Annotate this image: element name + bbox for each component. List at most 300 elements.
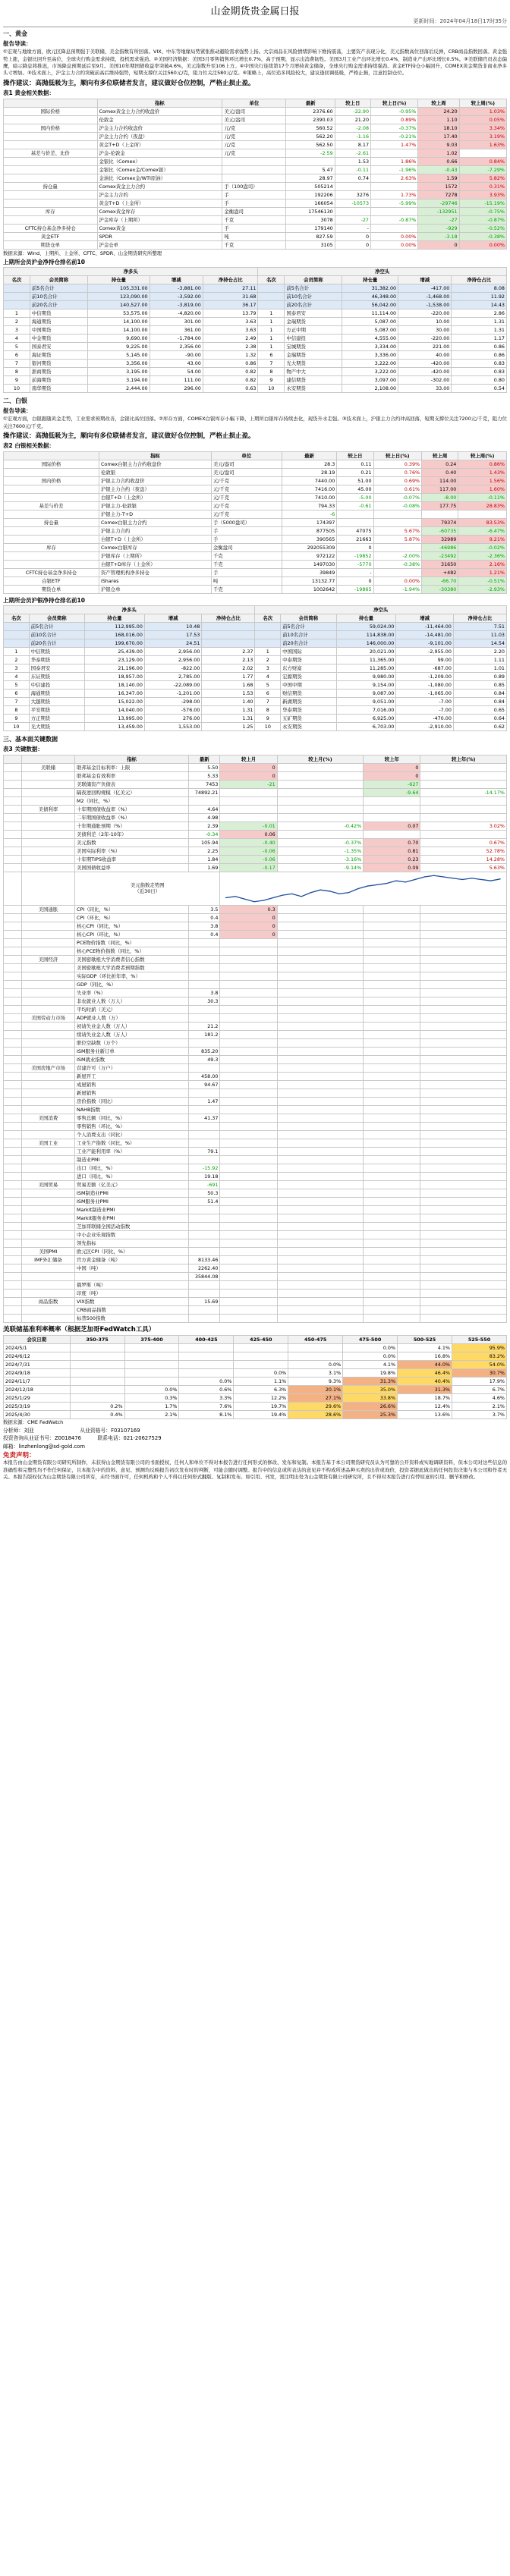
- cell: [364, 1180, 420, 1189]
- cell: Markit服务业PMI: [75, 1214, 189, 1222]
- col-header: 持仓量: [87, 275, 150, 284]
- cell: 0.31%: [459, 182, 506, 190]
- table-row: [4, 1080, 507, 1089]
- cell: 9: [4, 375, 30, 384]
- cell: 沪银主力合约（夜盘）: [99, 485, 211, 493]
- cell: 沪金主力合约收盘价: [97, 124, 222, 132]
- cell: 2.02: [202, 664, 255, 673]
- cell: [277, 1147, 363, 1155]
- table-row: [4, 1013, 507, 1022]
- cell: 972122: [282, 551, 337, 560]
- col-header: 会议日期: [4, 1336, 71, 1344]
- cell: 元/克: [222, 140, 286, 149]
- cell: 手: [222, 224, 286, 232]
- cell: 32989: [422, 535, 458, 543]
- row-group: 基差与价差: [4, 501, 99, 510]
- cell: 手: [222, 199, 286, 207]
- row-group: [22, 1022, 75, 1030]
- cell: [4, 1047, 22, 1055]
- probability-cell: 7.6%: [179, 1403, 234, 1411]
- cell: -0.02%: [458, 543, 507, 551]
- silver-table-title: 表2 白银相关数据：: [3, 442, 55, 450]
- cell: [420, 1063, 507, 1072]
- cell: 0.86: [452, 342, 507, 350]
- cell: 手: [222, 190, 286, 199]
- cell: [4, 1155, 22, 1164]
- cell: 112,995.00: [85, 623, 145, 631]
- data-point: [490, 880, 492, 881]
- phone-label: 联系电话：: [97, 1435, 124, 1442]
- row-group: [22, 813, 75, 821]
- cell: 301.00: [150, 317, 203, 325]
- cell: [364, 1005, 420, 1013]
- cell: 千克: [222, 240, 286, 249]
- cell: 0.54: [452, 384, 507, 392]
- cell: 1.43%: [458, 468, 507, 476]
- cell: 核心CPI（同比，%）: [75, 922, 189, 930]
- cell: [364, 1189, 420, 1197]
- cell: -14.17%: [420, 788, 507, 796]
- row-group: [22, 947, 75, 955]
- cell: 9,690.00: [87, 334, 150, 342]
- cell: 0.83: [452, 367, 507, 375]
- row-group: 美国房地产市场: [22, 1063, 75, 1072]
- cell: 41.37: [189, 1114, 220, 1122]
- cell: [277, 1214, 363, 1222]
- cell: -30380: [422, 585, 458, 593]
- cell: [220, 1105, 277, 1114]
- cell: 51.00: [337, 476, 373, 485]
- cell: [4, 1264, 22, 1272]
- data-point: [235, 896, 237, 897]
- cell: [4, 796, 22, 805]
- cell: 浙商期货: [30, 367, 87, 375]
- cell: 5.50: [189, 763, 220, 771]
- cell: 94.67: [189, 1080, 220, 1089]
- col-header: 较上年(%): [420, 755, 507, 763]
- cell: [4, 1197, 22, 1205]
- cell: [371, 207, 418, 215]
- data-point: [424, 876, 426, 877]
- cell: [220, 1289, 277, 1297]
- probability-cell: 3.3%: [179, 1394, 234, 1403]
- cell: 零售总额（同比，%）: [75, 1114, 189, 1122]
- cell: [277, 913, 363, 922]
- row-group: 美国通胀: [22, 905, 75, 913]
- cell: [189, 972, 220, 980]
- cell: [364, 1122, 420, 1130]
- cell: 9.21%: [458, 535, 507, 543]
- cell: 39849: [282, 568, 337, 576]
- cell: [277, 980, 363, 988]
- cell: [220, 1089, 277, 1097]
- cell: 105,331.00: [87, 284, 150, 292]
- cell: 1.17: [452, 334, 507, 342]
- cell: 36.17: [203, 300, 258, 309]
- cell: [277, 1072, 363, 1080]
- table-row: [4, 240, 507, 249]
- data-point: [443, 876, 445, 877]
- cell: 中金期货: [30, 334, 87, 342]
- cell: -7.00: [396, 698, 454, 706]
- cell: 30.00: [398, 325, 452, 334]
- cell: [420, 1189, 507, 1197]
- row-group: [22, 1005, 75, 1013]
- cell: 手: [211, 535, 282, 543]
- row-group: [4, 526, 99, 535]
- cell: 28.83%: [458, 501, 507, 510]
- cell: [189, 1305, 220, 1314]
- cell: [364, 1222, 420, 1230]
- cell: [277, 1030, 363, 1038]
- row-group: [4, 535, 99, 543]
- cell: 平安期货: [29, 706, 84, 715]
- cell: 十年期通胀预期（%）: [75, 821, 189, 830]
- table-row: [4, 526, 507, 535]
- cell: 初请失业金人数（万人）: [75, 1022, 189, 1030]
- cell: [4, 763, 22, 771]
- cell: 199,670.00: [85, 639, 145, 648]
- cell: [373, 510, 422, 518]
- cell: 2.63%: [371, 174, 418, 182]
- cell: 1.31: [202, 706, 255, 715]
- cell: [420, 763, 507, 771]
- cell: 174397: [282, 518, 337, 526]
- cell: 国泰君安: [30, 342, 87, 350]
- probability-cell: [179, 1369, 234, 1378]
- cell: [364, 1022, 420, 1030]
- cell: Comex黄金: [97, 224, 222, 232]
- data-point: [291, 893, 293, 894]
- probability-cell: 20.1%: [288, 1386, 343, 1394]
- cell: 9,051.00: [336, 698, 396, 706]
- cell: 前海期货: [30, 375, 87, 384]
- cell: 276.00: [144, 715, 202, 723]
- chart-cell: [220, 872, 507, 905]
- cell: 3,336.00: [342, 350, 398, 359]
- cell: 14,040.00: [85, 706, 145, 715]
- cell: [220, 813, 277, 821]
- cell: -1.96%: [371, 165, 418, 174]
- cell: 元/千克: [211, 476, 282, 485]
- row-group: 美国PMI: [22, 1247, 75, 1255]
- cell: 1: [258, 334, 285, 342]
- cell: 292055309: [282, 543, 337, 551]
- col-header: 较上周(%): [458, 451, 507, 460]
- cell: [4, 1030, 22, 1038]
- cell: 23,129.00: [85, 656, 145, 664]
- cell: [4, 300, 30, 309]
- cell: 伦敦金: [97, 115, 222, 124]
- cell: 181.2: [189, 1030, 220, 1038]
- cell: [277, 1130, 363, 1139]
- cell: [420, 1180, 507, 1189]
- table-row: [4, 107, 507, 115]
- cell: [277, 780, 363, 788]
- cell: [220, 1280, 277, 1289]
- table-row: [4, 1180, 507, 1189]
- silver-review-title: 报告导读：: [3, 407, 32, 414]
- cell: [4, 1089, 22, 1097]
- probability-cell: 4.1%: [343, 1361, 398, 1369]
- cell: [277, 1105, 363, 1114]
- cell: [220, 955, 277, 963]
- data-point: [244, 898, 246, 899]
- cell: -8.00: [422, 493, 458, 501]
- col-header: 名次: [258, 275, 285, 284]
- cell: [364, 1063, 420, 1072]
- cell: [277, 813, 363, 821]
- cell: 黄金T+D（上金所）: [97, 140, 222, 149]
- cell: [189, 1063, 220, 1072]
- row-group: 基差与价差、比价: [4, 149, 98, 157]
- row-group: [22, 980, 75, 988]
- col-header: 增减: [144, 614, 202, 623]
- row-group: 期货仓单: [4, 240, 98, 249]
- cell: 5.63%: [420, 863, 507, 872]
- cell: 中国期货: [30, 325, 87, 334]
- table-row: [4, 182, 507, 190]
- cell: [337, 518, 373, 526]
- cell: [277, 1005, 363, 1013]
- row-group: [22, 1055, 75, 1063]
- cell: 0.81: [364, 847, 420, 855]
- cell: [420, 1164, 507, 1172]
- cell: 职位空缺数（万个）: [75, 1038, 189, 1047]
- email-link[interactable]: linzhenlong@sd-gold.com: [18, 1443, 85, 1450]
- cell: [337, 510, 373, 518]
- cell: -3.16%: [277, 855, 363, 863]
- cell: -22,089.00: [144, 681, 202, 690]
- cell: [277, 1197, 363, 1205]
- cell: 资产管理机构净多持仓: [99, 568, 211, 576]
- col-header: 指标: [99, 451, 211, 460]
- cell: 五矿期货: [281, 715, 336, 723]
- cell: 进口（同比，%）: [75, 1172, 189, 1180]
- cell: [222, 174, 286, 182]
- col-header: 会员简称: [281, 614, 336, 623]
- table-row: [4, 560, 507, 568]
- cell: 562.50: [286, 140, 335, 149]
- cell: [4, 988, 22, 997]
- row-group: 国内价格: [4, 476, 99, 485]
- cell: [364, 1147, 420, 1155]
- cell: 白银T+D（上金所）: [99, 535, 211, 543]
- cell: 2: [4, 317, 30, 325]
- row-group: CFTC持仓基金净多持仓: [4, 568, 99, 576]
- cell: 美国实际利率（%）: [75, 847, 189, 855]
- cell: [277, 1255, 363, 1264]
- cell: 0.24: [422, 460, 458, 468]
- cell: [420, 1130, 507, 1139]
- row-group: [22, 1080, 75, 1089]
- cell: 吨: [222, 232, 286, 240]
- cell: 1.73%: [371, 190, 418, 199]
- cell: 24.51: [144, 639, 202, 648]
- cell: 建信期货: [285, 375, 342, 384]
- cell: -: [335, 224, 370, 232]
- cell: -0.34: [189, 830, 220, 838]
- row-group: [22, 838, 75, 847]
- cell: 296.00: [150, 384, 203, 392]
- cell: 4: [255, 673, 281, 681]
- report-footer: [3, 1427, 507, 1450]
- cell: 方正期货: [29, 715, 84, 723]
- cell: 元/千克: [211, 510, 282, 518]
- cell: 114,838.00: [336, 631, 396, 639]
- probability-cell: [70, 1394, 124, 1403]
- cell: 140,527.00: [87, 300, 150, 309]
- cell: 1.47: [189, 1097, 220, 1105]
- cell: [420, 947, 507, 955]
- cell: [4, 855, 22, 863]
- cell: [420, 1222, 507, 1230]
- table-row: [4, 199, 507, 207]
- cell: [4, 1172, 22, 1180]
- cell: 海证期货: [30, 350, 87, 359]
- cell: 18.10: [418, 124, 459, 132]
- col-header: 指标: [75, 755, 189, 763]
- cell: 9,980.00: [336, 673, 396, 681]
- cell: 华泰期货: [29, 656, 84, 664]
- cell: -27: [418, 215, 459, 224]
- cell: [420, 938, 507, 947]
- cell: [277, 930, 363, 938]
- cell: 5.47: [286, 165, 335, 174]
- cell: [4, 1139, 22, 1147]
- cell: 4: [4, 334, 30, 342]
- disclaimer-title: 免责声明：: [3, 1451, 36, 1459]
- cell: 79.1: [189, 1147, 220, 1155]
- cell: 0.86: [452, 350, 507, 359]
- cell: 前5名合计: [29, 623, 84, 631]
- cell: 0: [335, 232, 370, 240]
- cell: -1.16: [335, 132, 370, 140]
- cell: [277, 1222, 363, 1230]
- table-row: [4, 1139, 507, 1147]
- cell: 0.84: [453, 690, 506, 698]
- cell: [364, 1247, 420, 1255]
- col-header: 持仓量: [336, 614, 396, 623]
- cell: 14,100.00: [87, 325, 150, 334]
- cell: 7: [258, 359, 285, 367]
- cell: 美国密歇根大学消费者信心指数: [75, 955, 189, 963]
- cell: [220, 1005, 277, 1013]
- cell: [4, 997, 22, 1005]
- cell: [277, 1089, 363, 1097]
- cell: 33.00: [398, 384, 452, 392]
- cell: [220, 1055, 277, 1063]
- cell: [4, 1114, 22, 1122]
- table-row: [4, 813, 507, 821]
- cell: 中信建投: [285, 334, 342, 342]
- cell: [220, 1264, 277, 1272]
- cell: [420, 997, 507, 1005]
- cell: [420, 1122, 507, 1130]
- rank-row: [4, 648, 507, 656]
- cell: 中信期货: [30, 309, 87, 317]
- probability-cell: 3.7%: [452, 1411, 506, 1419]
- probability-cell: 2.1%: [452, 1403, 506, 1411]
- rank-row: [4, 706, 507, 715]
- row-group: [22, 1305, 75, 1314]
- cell: [364, 1155, 420, 1164]
- cell: 1.40: [202, 698, 255, 706]
- cell: [220, 972, 277, 980]
- cell: 21.20: [335, 115, 370, 124]
- cell: -5.99%: [371, 199, 418, 207]
- cell: [420, 922, 507, 930]
- cell: 成屋销售: [75, 1080, 189, 1089]
- cell: [4, 1205, 22, 1214]
- cell: 3,222.00: [342, 359, 398, 367]
- cell: [420, 1255, 507, 1264]
- cell: 59,024.00: [336, 623, 396, 631]
- table-row: [4, 763, 507, 771]
- cell: 7410.00: [282, 493, 337, 501]
- cell: 2,956.00: [144, 648, 202, 656]
- probability-cell: 18.7%: [398, 1394, 452, 1403]
- cell: [420, 796, 507, 805]
- cell: 114.00: [422, 476, 458, 485]
- probability-cell: 8.1%: [179, 1411, 234, 1419]
- cell: 0: [220, 763, 277, 771]
- cell: -1.94%: [373, 585, 422, 593]
- cell: [220, 1189, 277, 1197]
- cell: [277, 963, 363, 972]
- cell: [277, 1272, 363, 1280]
- cell: -1,468.00: [398, 292, 452, 300]
- cell: [4, 1063, 22, 1072]
- row-group: [22, 796, 75, 805]
- row-group: [22, 1205, 75, 1214]
- cell: 9: [258, 375, 285, 384]
- cell: [364, 1314, 420, 1322]
- cell: 前20名合计: [29, 639, 84, 648]
- table-row: [4, 224, 507, 232]
- cell: [364, 988, 420, 997]
- cell: 十年期国债收益率（%）: [75, 805, 189, 813]
- probability-cell: [124, 1344, 179, 1352]
- cell: 0: [337, 543, 373, 551]
- table-row: [4, 215, 507, 224]
- row-group: [22, 1097, 75, 1105]
- row-group: [4, 468, 99, 476]
- cell: -66.70: [422, 576, 458, 585]
- cell: [4, 947, 22, 955]
- cell: [4, 1055, 22, 1063]
- table-row: [4, 1072, 507, 1080]
- rank-row: [4, 681, 507, 690]
- cell: [4, 872, 22, 905]
- table-row: [4, 468, 507, 476]
- cell: [277, 1055, 363, 1063]
- cell: [4, 805, 22, 813]
- cell: 827.59: [286, 232, 335, 240]
- cell: [277, 1114, 363, 1122]
- cell: 10.00: [398, 317, 452, 325]
- col-header: [4, 99, 98, 107]
- cell: [364, 1139, 420, 1147]
- cell: -29746: [418, 199, 459, 207]
- cell: 51.4: [189, 1197, 220, 1205]
- cell: 560.52: [286, 124, 335, 132]
- cell: [4, 863, 22, 872]
- cell: [277, 1172, 363, 1180]
- cell: 0.82: [203, 367, 258, 375]
- probability-cell: [179, 1344, 234, 1352]
- col-header: 较上周: [422, 451, 458, 460]
